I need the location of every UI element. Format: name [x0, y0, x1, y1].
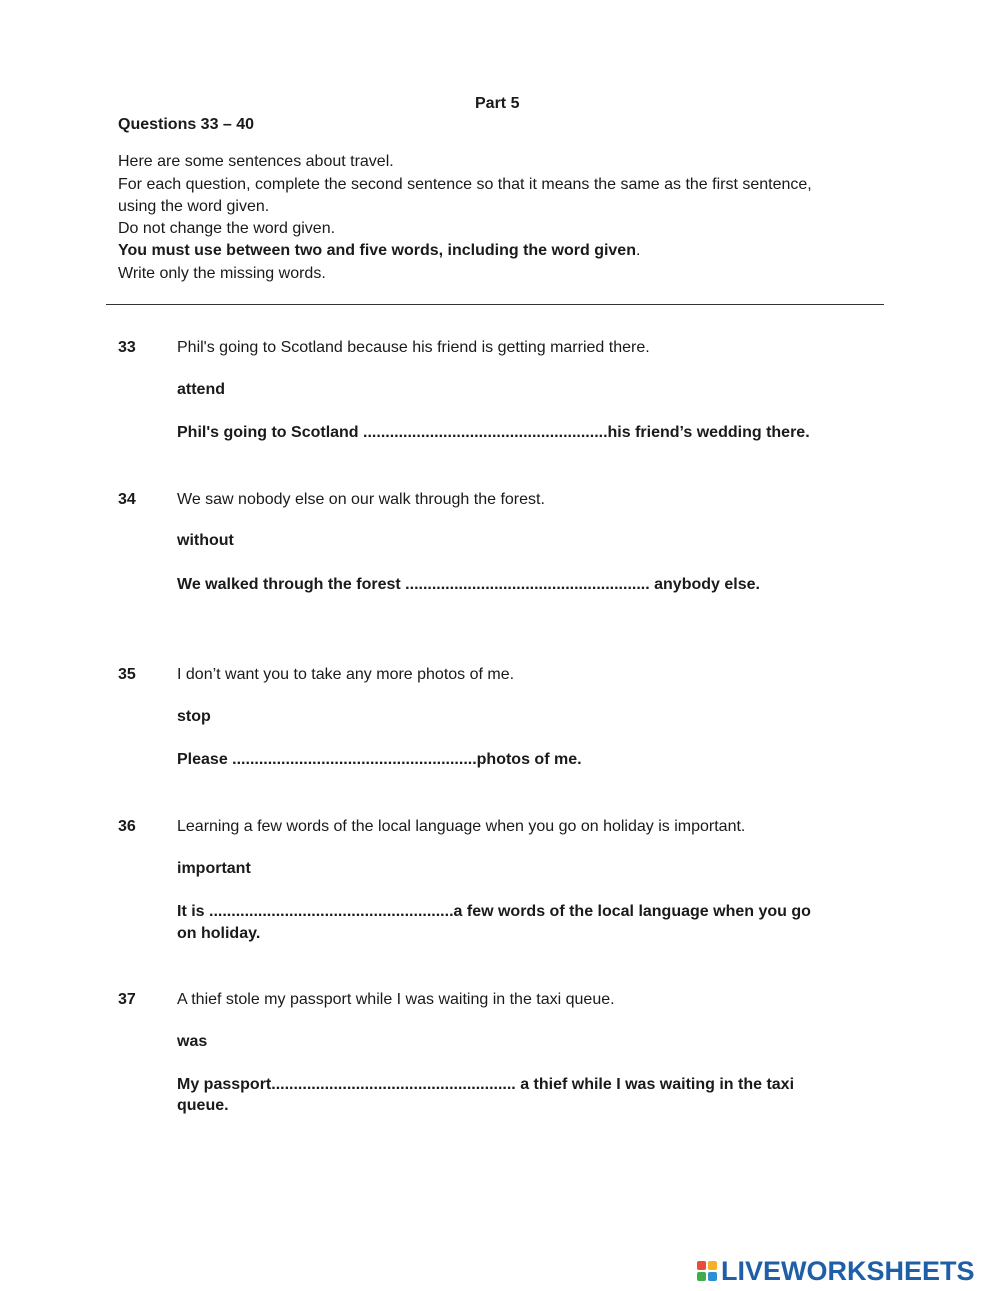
answer-suffix: his friend’s wedding there.	[607, 424, 810, 441]
key-word: attend	[177, 381, 225, 398]
questions-range: Questions 33 – 40	[118, 116, 255, 133]
answer-line	[177, 901, 811, 923]
answer-blank[interactable]: .......................................................	[405, 576, 650, 593]
key-word: important	[177, 860, 251, 877]
instruction-line: Do not change the word given.	[118, 220, 336, 237]
liveworksheets-logo	[697, 1256, 975, 1286]
answer-blank[interactable]: .......................................................	[271, 1076, 516, 1093]
logo-mark-square	[708, 1261, 717, 1270]
key-word: stop	[177, 708, 211, 725]
answer-blank[interactable]: .......................................................	[363, 424, 608, 441]
answer-blank[interactable]: .......................................................	[209, 903, 454, 920]
answer-line	[177, 1074, 794, 1096]
question-sentence: We saw nobody else on our walk through the forest.	[177, 491, 545, 508]
logo-text: LIVEWORKSHEETS	[721, 1255, 975, 1286]
logo-mark-square	[697, 1272, 706, 1281]
question-sentence: I don’t want you to take any more photos of me.	[177, 666, 515, 683]
logo-mark-square	[697, 1261, 706, 1270]
question-sentence: Phil's going to Scotland because his friend is getting married there.	[177, 339, 650, 356]
instruction-rule	[118, 240, 640, 262]
answer-blank[interactable]: .......................................................	[232, 751, 477, 768]
logo-mark-icon	[697, 1261, 717, 1281]
answer-prefix: Please	[177, 751, 233, 768]
answer-line	[177, 749, 582, 771]
answer-continuation: queue.	[177, 1097, 229, 1114]
instruction-line: For each question, complete the second sentence so that it means the same as the first sentence,	[118, 176, 812, 193]
key-word: without	[177, 532, 234, 549]
answer-line	[177, 574, 760, 596]
answer-prefix: My passport	[177, 1076, 272, 1093]
question-number: 33	[118, 339, 136, 356]
answer-line	[177, 422, 810, 444]
instruction-line: Write only the missing words.	[118, 265, 326, 282]
part-title: Part 5	[475, 95, 520, 112]
instruction-line: Here are some sentences about travel.	[118, 153, 394, 170]
answer-suffix: a few words of the local language when you go	[453, 903, 811, 920]
answer-continuation: on holiday.	[177, 925, 261, 942]
question-number: 36	[118, 818, 136, 835]
answer-prefix: It is	[177, 903, 210, 920]
question-number: 34	[118, 491, 136, 508]
divider	[106, 304, 884, 305]
answer-prefix: Phil's going to Scotland	[177, 424, 364, 441]
instruction-rule-end: .	[635, 242, 641, 259]
question-number: 35	[118, 666, 136, 683]
answer-suffix: photos of me.	[476, 751, 582, 768]
instruction-line: using the word given.	[118, 198, 270, 215]
question-sentence: Learning a few words of the local language when you go on holiday is important.	[177, 818, 746, 835]
answer-suffix: a thief while I was waiting in the taxi	[515, 1076, 795, 1093]
answer-prefix: We walked through the forest	[177, 576, 406, 593]
question-number: 37	[118, 991, 136, 1008]
key-word: was	[177, 1033, 208, 1050]
logo-mark-square	[708, 1272, 717, 1281]
question-sentence: A thief stole my passport while I was waiting in the taxi queue.	[177, 991, 615, 1008]
instruction-rule-bold: You must use between two and five words, including the word given	[118, 242, 636, 259]
answer-suffix: anybody else.	[649, 576, 760, 593]
